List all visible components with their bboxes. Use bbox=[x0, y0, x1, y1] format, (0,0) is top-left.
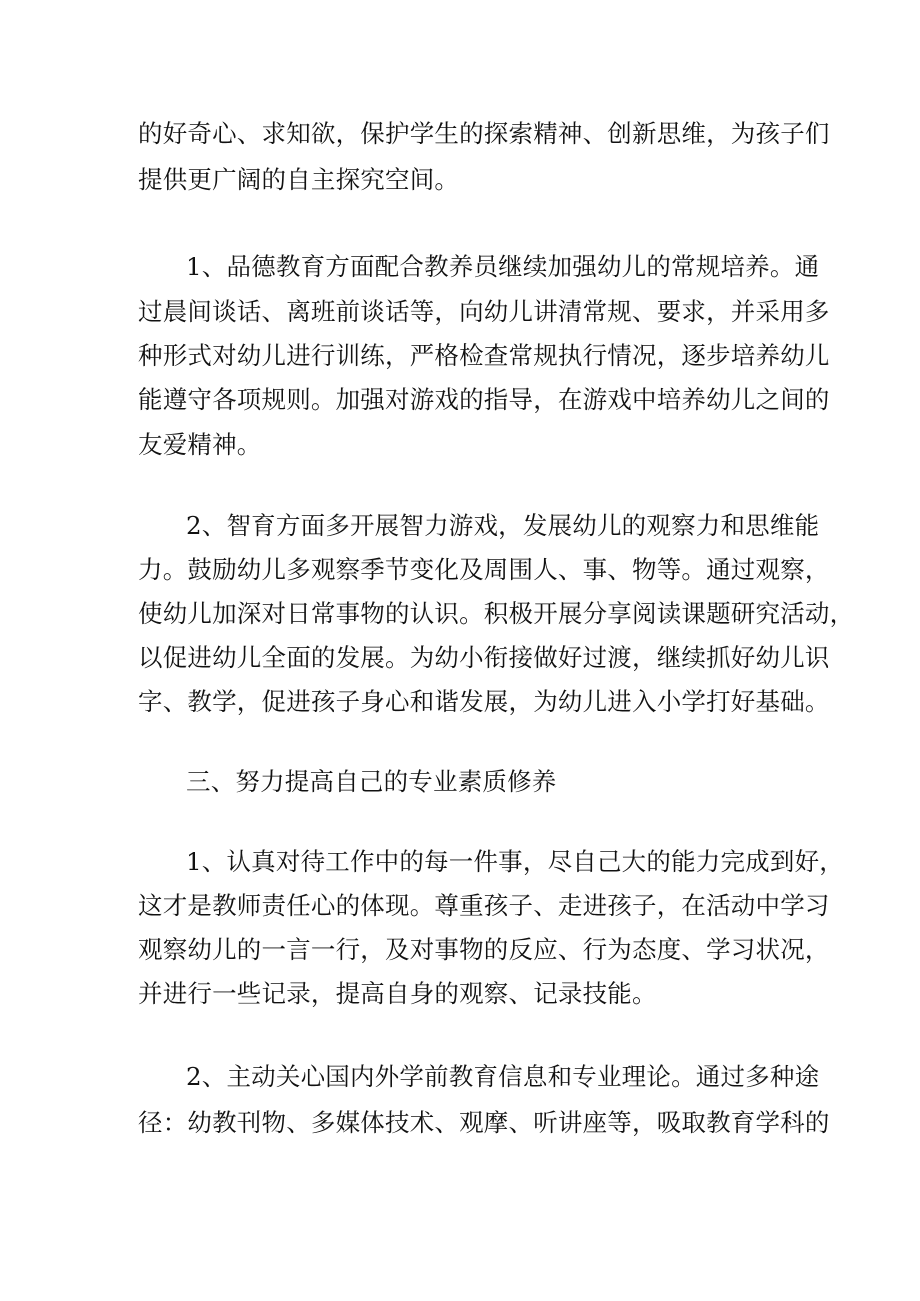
text-line: 力。鼓励幼儿多观察季节变化及周围人、事、物等。通过观察， bbox=[138, 555, 830, 584]
text-line: 提供更广阔的自主探究空间。 bbox=[138, 165, 460, 194]
text-line: 观察幼儿的一言一行，及对事物的反应、行为态度、学习状况， bbox=[138, 935, 830, 964]
text-line: 1、品德教育方面配合教养员继续加强幼儿的常规培养。通 bbox=[186, 252, 820, 281]
text-line: 以促进幼儿全面的发展。为幼小衔接做好过渡，继续抓好幼儿识 bbox=[138, 643, 830, 672]
section-heading: 三、努力提高自己的专业素质修养 bbox=[186, 767, 557, 796]
text-line: 字、教学，促进孩子身心和谐发展，为幼儿进入小学打好基础。 bbox=[138, 687, 830, 716]
text-line: 友爱精神。 bbox=[138, 430, 262, 459]
text-line: 1、认真对待工作中的每一件事，尽自己大的能力完成到好， bbox=[186, 847, 844, 876]
text-line: 径：幼教刊物、多媒体技术、观摩、听讲座等，吸取教育学科的 bbox=[138, 1108, 830, 1137]
text-line: 使幼儿加深对日常事物的认识。积极开展分享阅读课题研究活动， bbox=[138, 599, 855, 628]
text-line: 这才是教师责任心的体现。尊重孩子、走进孩子，在活动中学习 bbox=[138, 891, 830, 920]
text-line: 2、智育方面多开展智力游戏，发展幼儿的观察力和思维能 bbox=[186, 511, 820, 540]
text-line: 并进行一些记录，提高自身的观察、记录技能。 bbox=[138, 979, 657, 1008]
text-line: 2、主动关心国内外学前教育信息和专业理论。通过多种途 bbox=[186, 1062, 820, 1091]
text-line: 种形式对幼儿进行训练，严格检查常规执行情况，逐步培养幼儿 bbox=[138, 341, 830, 370]
text-line: 过晨间谈话、离班前谈话等，向幼儿讲清常规、要求，并采用多 bbox=[138, 297, 830, 326]
text-line: 能遵守各项规则。加强对游戏的指导，在游戏中培养幼儿之间的 bbox=[138, 385, 830, 414]
text-line: 的好奇心、求知欲，保护学生的探索精神、创新思维，为孩子们 bbox=[138, 119, 830, 148]
